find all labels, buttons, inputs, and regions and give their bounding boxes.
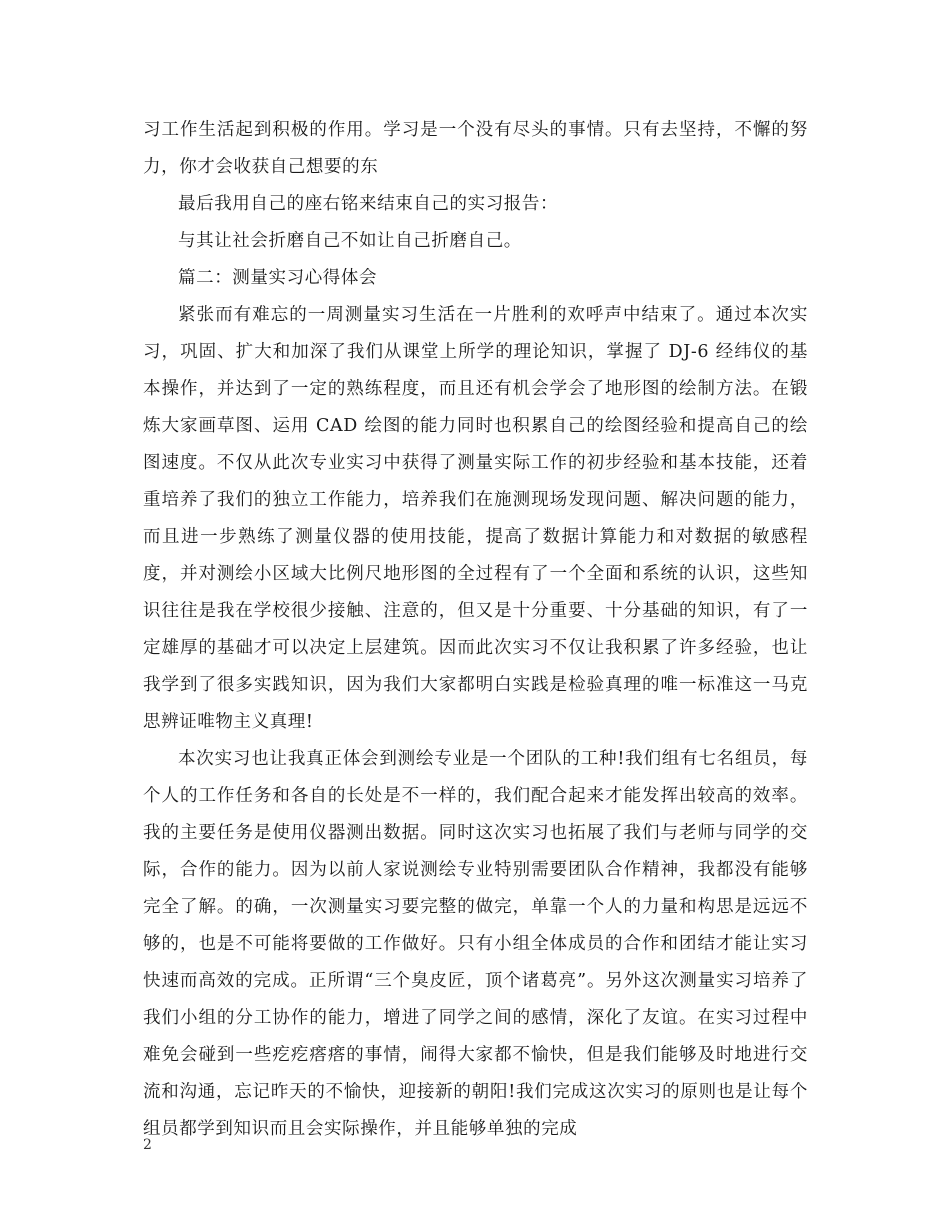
page-number: 2: [143, 1137, 152, 1153]
paragraph-teamwork: 本次实习也让我真正体会到测绘专业是一个团队的工种!我们组有七名组员，每个人的工作任务和各自的长处是不一样的，我们配合起来才能发挥出较高的效率。我的主要任务是使用仪器测出数据。同时这次实习也拓展了我们与老师与同学的交际，合作的能力。因为以前人家说测绘专业特别需要团队合作精神，我都没有能够完全了解。的确，一次测量实习要完整的做完，单靠一个人的力量和构思是远远不够的，也是不可能将要做的工作做好。只有小组全体成员的合作和团结才能让实习快速而高效的完成。正所谓“三个臭皮匠，顶个诸葛亮”。另外这次测量实习培养了我们小组的分工协作的能力，增进了同学之间的感情，深化了友谊。在实习过程中难免会碰到一些疙疙瘩瘩的事情，闹得大家都不愉快，但是我们能够及时地进行交流和沟通，忘记昨天的不愉快，迎接新的朝阳!我们完成这次实习的原则也是让每个组员都学到知识而且会实际操作，并且能够单独的完成: [143, 749, 808, 1139]
paragraph-motto: 与其让社会折磨自己不如让自己折磨自己。: [178, 231, 522, 251]
paragraph-motto-intro: 最后我用自己的座右铭来结束自己的实习报告：: [178, 194, 559, 214]
paragraph-survey-summary: 紧张而有难忘的一周测量实习生活在一片胜利的欢呼声中结束了。通过本次实习，巩固、扩大和加深了我们从课堂上所学的理论知识，掌握了 DJ-6 经纬仪的基本操作，并达到了一定的熟练程度，而且还有机会学会了地形图的绘制方法。在锻炼大家画草图、运用 CAD 绘图的能力同时也积累自己的绘图经验和提高自己的绘图速度。不仅从此次专业实习中获得了测量实际工作的初步经验和基本技能，还着重培养了我们的独立工作能力，培养我们在施测现场发现问题、解决问题的能力，而且进一步熟练了测量仪器的使用技能，提高了数据计算能力和对数据的敏感程度，并对测绘小区域大比例尺地形图的全过程有了一个全面和系统的认识，这些知识往往是我在学校很少接触、注意的，但又是十分重要、十分基础的知识，有了一定雄厚的基础才可以决定上层建筑。因而此次实习不仅让我积累了许多经验，也让我学到了很多实践知识，因为我们大家都明白实践是检验真理的唯一标准这一马克思辨证唯物主义真理!: [143, 305, 808, 732]
document-body: [143, 112, 808, 1148]
section-heading: 篇二：测量实习心得体会: [178, 268, 378, 288]
paragraph-continuation: 习工作生活起到积极的作用。学习是一个没有尽头的事情。只有去坚持，不懈的努力，你才会收获自己想要的东: [143, 120, 808, 177]
